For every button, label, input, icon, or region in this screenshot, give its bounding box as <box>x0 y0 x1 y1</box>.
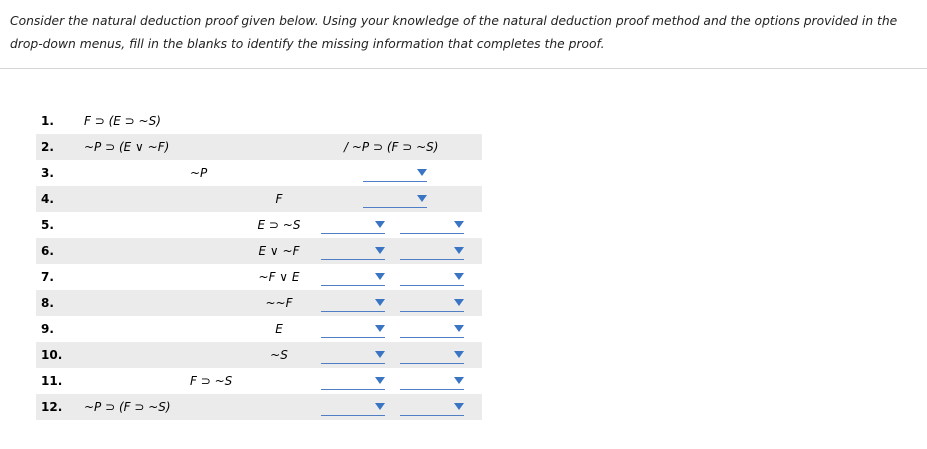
line-formula: E <box>275 322 283 336</box>
line-number: 1. <box>41 114 54 128</box>
chevron-down-icon <box>375 273 385 280</box>
rule-dropdown[interactable] <box>400 372 464 390</box>
line-number: 12. <box>41 400 63 414</box>
line-formula: ~~F <box>265 296 293 310</box>
line-number: 9. <box>41 322 54 336</box>
proof-row <box>36 316 482 342</box>
line-reference-dropdown[interactable] <box>321 346 385 364</box>
proof-row <box>36 212 482 238</box>
justification-dropdown[interactable] <box>363 164 427 182</box>
line-number: 3. <box>41 166 54 180</box>
line-formula: ~P ⊃ (E ∨ ~F) <box>84 140 170 154</box>
divider <box>0 68 927 69</box>
conclusion-text: / ~P ⊃ (F ⊃ ~S) <box>344 140 439 154</box>
chevron-down-icon <box>454 351 464 358</box>
line-number: 6. <box>41 244 54 258</box>
justification-dropdown[interactable] <box>363 190 427 208</box>
proof-row <box>36 290 482 316</box>
line-formula: ~P <box>190 166 208 180</box>
line-reference-dropdown[interactable] <box>321 242 385 260</box>
chevron-down-icon <box>417 169 427 176</box>
line-number: 2. <box>41 140 54 154</box>
chevron-down-icon <box>375 247 385 254</box>
line-formula: ~S <box>270 348 288 362</box>
chevron-down-icon <box>454 377 464 384</box>
line-number: 11. <box>41 374 63 388</box>
chevron-down-icon <box>375 325 385 332</box>
line-number: 8. <box>41 296 54 310</box>
line-formula: ~P ⊃ (F ⊃ ~S) <box>84 400 171 414</box>
proof-row <box>36 264 482 290</box>
rule-dropdown[interactable] <box>400 216 464 234</box>
chevron-down-icon <box>454 247 464 254</box>
chevron-down-icon <box>375 377 385 384</box>
chevron-down-icon <box>375 403 385 410</box>
chevron-down-icon <box>454 403 464 410</box>
rule-dropdown[interactable] <box>400 294 464 312</box>
proof-row <box>36 238 482 264</box>
line-number: 10. <box>41 348 63 362</box>
line-reference-dropdown[interactable] <box>321 320 385 338</box>
line-reference-dropdown[interactable] <box>321 268 385 286</box>
chevron-down-icon <box>454 325 464 332</box>
proof-row <box>36 134 482 160</box>
rule-dropdown[interactable] <box>400 320 464 338</box>
proof-row <box>36 368 482 394</box>
line-formula: E ⊃ ~S <box>257 218 301 232</box>
line-number: 5. <box>41 218 54 232</box>
chevron-down-icon <box>454 221 464 228</box>
rule-dropdown[interactable] <box>400 268 464 286</box>
chevron-down-icon <box>417 195 427 202</box>
chevron-down-icon <box>454 299 464 306</box>
instructions-text: Consider the natural deduction proof given below. Using your knowledge of the natural deduction proof method and the options provided in the drop-down menus, fill in the blanks to identify the missing information that completes the proof. <box>10 14 898 51</box>
line-number: 7. <box>41 270 54 284</box>
line-reference-dropdown[interactable] <box>321 372 385 390</box>
proof-row <box>36 394 482 420</box>
line-formula: F ⊃ ~S <box>190 374 233 388</box>
line-reference-dropdown[interactable] <box>321 294 385 312</box>
line-reference-dropdown[interactable] <box>321 398 385 416</box>
proof-row <box>36 108 482 134</box>
proof-table <box>36 108 482 420</box>
rule-dropdown[interactable] <box>400 398 464 416</box>
line-number: 4. <box>41 192 54 206</box>
rule-dropdown[interactable] <box>400 346 464 364</box>
line-formula: E ∨ ~F <box>258 244 300 258</box>
line-reference-dropdown[interactable] <box>321 216 385 234</box>
chevron-down-icon <box>375 351 385 358</box>
proof-row <box>36 160 482 186</box>
line-formula: F ⊃ (E ⊃ ~S) <box>84 114 161 128</box>
line-formula: ~F ∨ E <box>258 270 300 284</box>
chevron-down-icon <box>375 221 385 228</box>
line-formula: F <box>275 192 283 206</box>
proof-row <box>36 186 482 212</box>
chevron-down-icon <box>375 299 385 306</box>
proof-row <box>36 342 482 368</box>
chevron-down-icon <box>454 273 464 280</box>
rule-dropdown[interactable] <box>400 242 464 260</box>
